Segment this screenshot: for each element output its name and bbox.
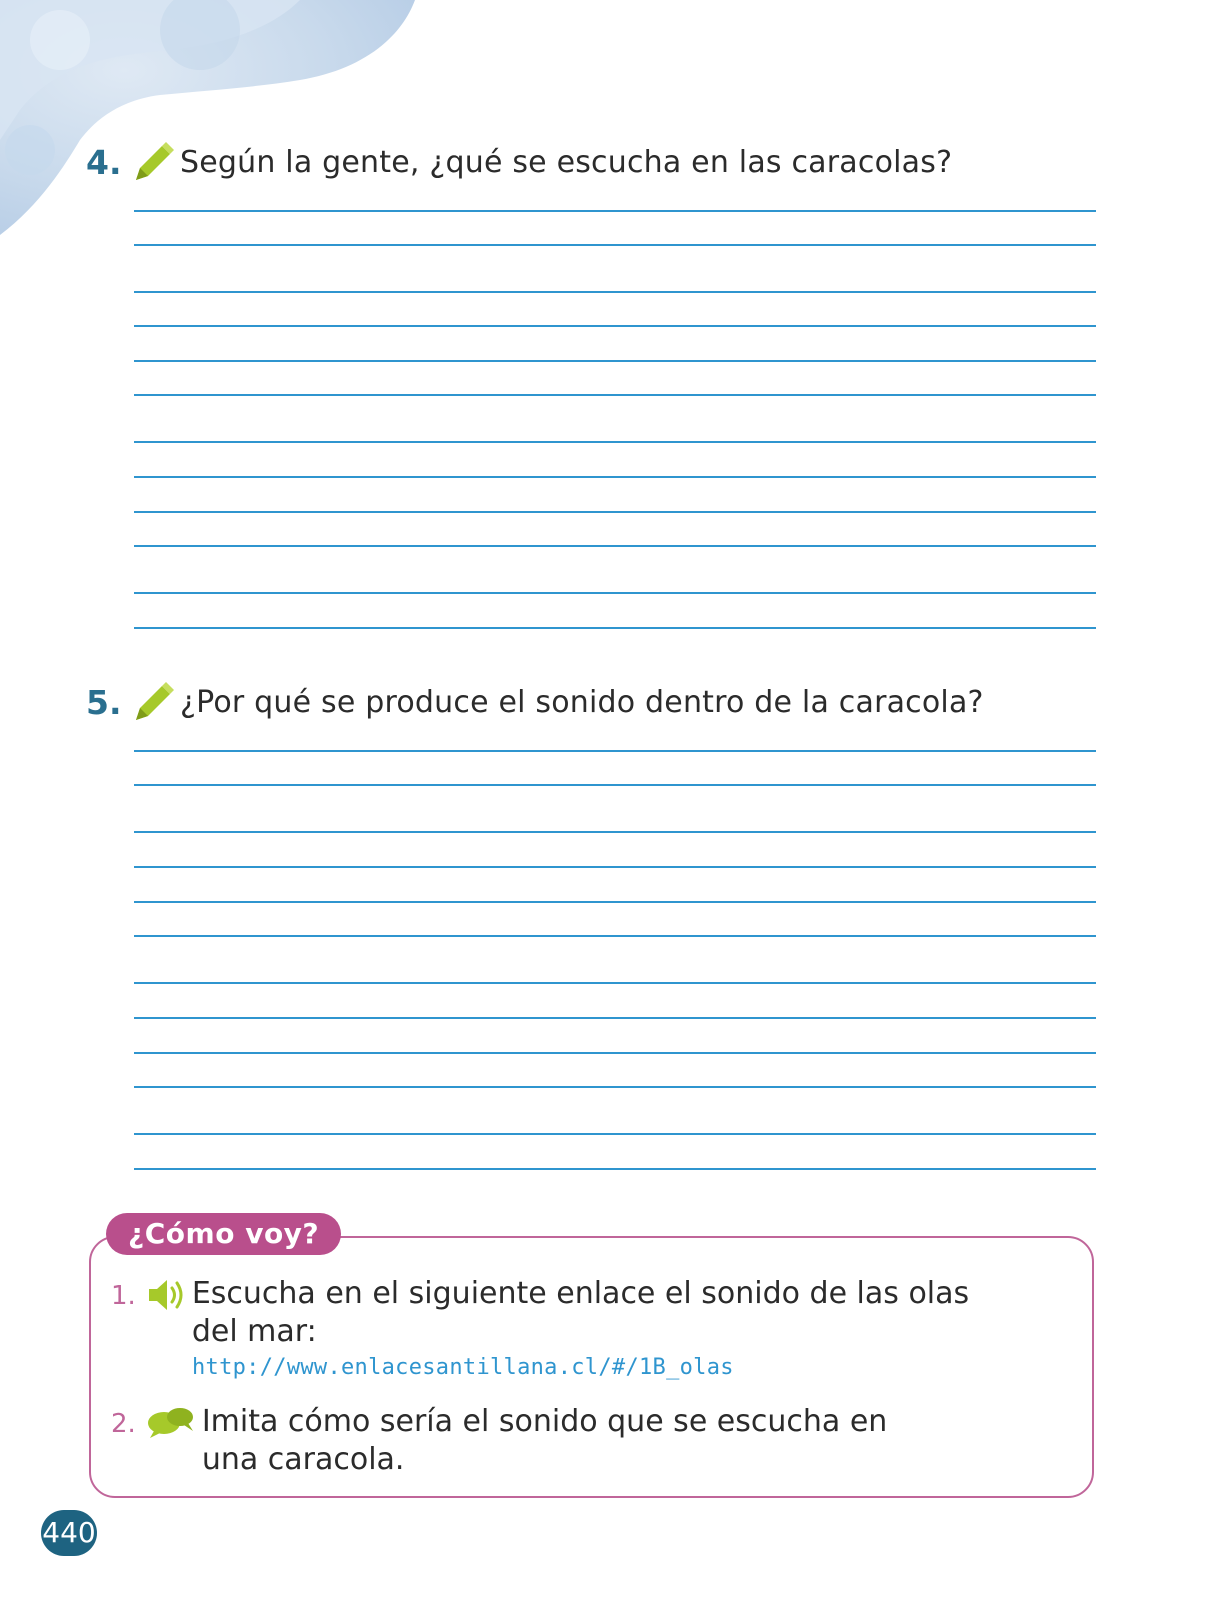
answer-line — [134, 511, 1096, 513]
answer-line — [134, 545, 1096, 547]
page-number: 440 — [41, 1510, 97, 1556]
answer-line — [134, 1052, 1096, 1054]
watercolor-cloud-decoration — [0, 0, 430, 240]
olas-link[interactable]: http://www.enlacesantillana.cl/#/1B_olas — [192, 1355, 734, 1380]
item-text-line2: del mar: — [191, 1314, 317, 1349]
answer-line — [134, 291, 1096, 293]
pencil-icon — [132, 140, 176, 184]
answer-line — [134, 1017, 1096, 1019]
answer-line — [134, 210, 1096, 212]
question-number: 5. — [86, 682, 122, 722]
answer-line — [134, 866, 1096, 868]
answer-line — [134, 1168, 1096, 1170]
answer-line — [134, 360, 1096, 362]
answer-line — [134, 982, 1096, 984]
answer-line — [134, 935, 1096, 937]
answer-line — [134, 901, 1096, 903]
como-voy-item-1 — [111, 1275, 969, 1351]
speech-bubbles-icon — [146, 1405, 196, 1439]
answer-line — [134, 394, 1096, 396]
speaker-icon — [146, 1277, 186, 1313]
answer-line — [134, 1086, 1096, 1088]
question-5 — [86, 680, 984, 724]
answer-line — [134, 592, 1096, 594]
answer-line — [134, 750, 1096, 752]
question-text: ¿Por qué se produce el sonido dentro de la caracola? — [180, 684, 984, 720]
answer-line — [134, 627, 1096, 629]
answer-line — [134, 325, 1096, 327]
answer-line — [134, 476, 1096, 478]
como-voy-item-2 — [111, 1403, 887, 1479]
item-text-line1: Imita cómo sería el sonido que se escucha en — [201, 1404, 888, 1439]
question-4 — [86, 140, 952, 184]
answer-line — [134, 441, 1096, 443]
answer-line — [134, 244, 1096, 246]
item-text-line1: Escucha en el siguiente enlace el sonido de las olas — [191, 1276, 970, 1311]
item-text-line2: una caracola. — [201, 1442, 405, 1477]
question-text: Según la gente, ¿qué se escucha en las caracolas? — [180, 144, 953, 180]
question-number: 4. — [86, 142, 122, 182]
item-number: 1. — [111, 1281, 136, 1311]
answer-line — [134, 784, 1096, 786]
answer-line — [134, 831, 1096, 833]
item-number: 2. — [111, 1409, 136, 1439]
answer-line — [134, 1133, 1096, 1135]
pencil-icon — [132, 680, 176, 724]
como-voy-title: ¿Cómo voy? — [106, 1213, 341, 1255]
